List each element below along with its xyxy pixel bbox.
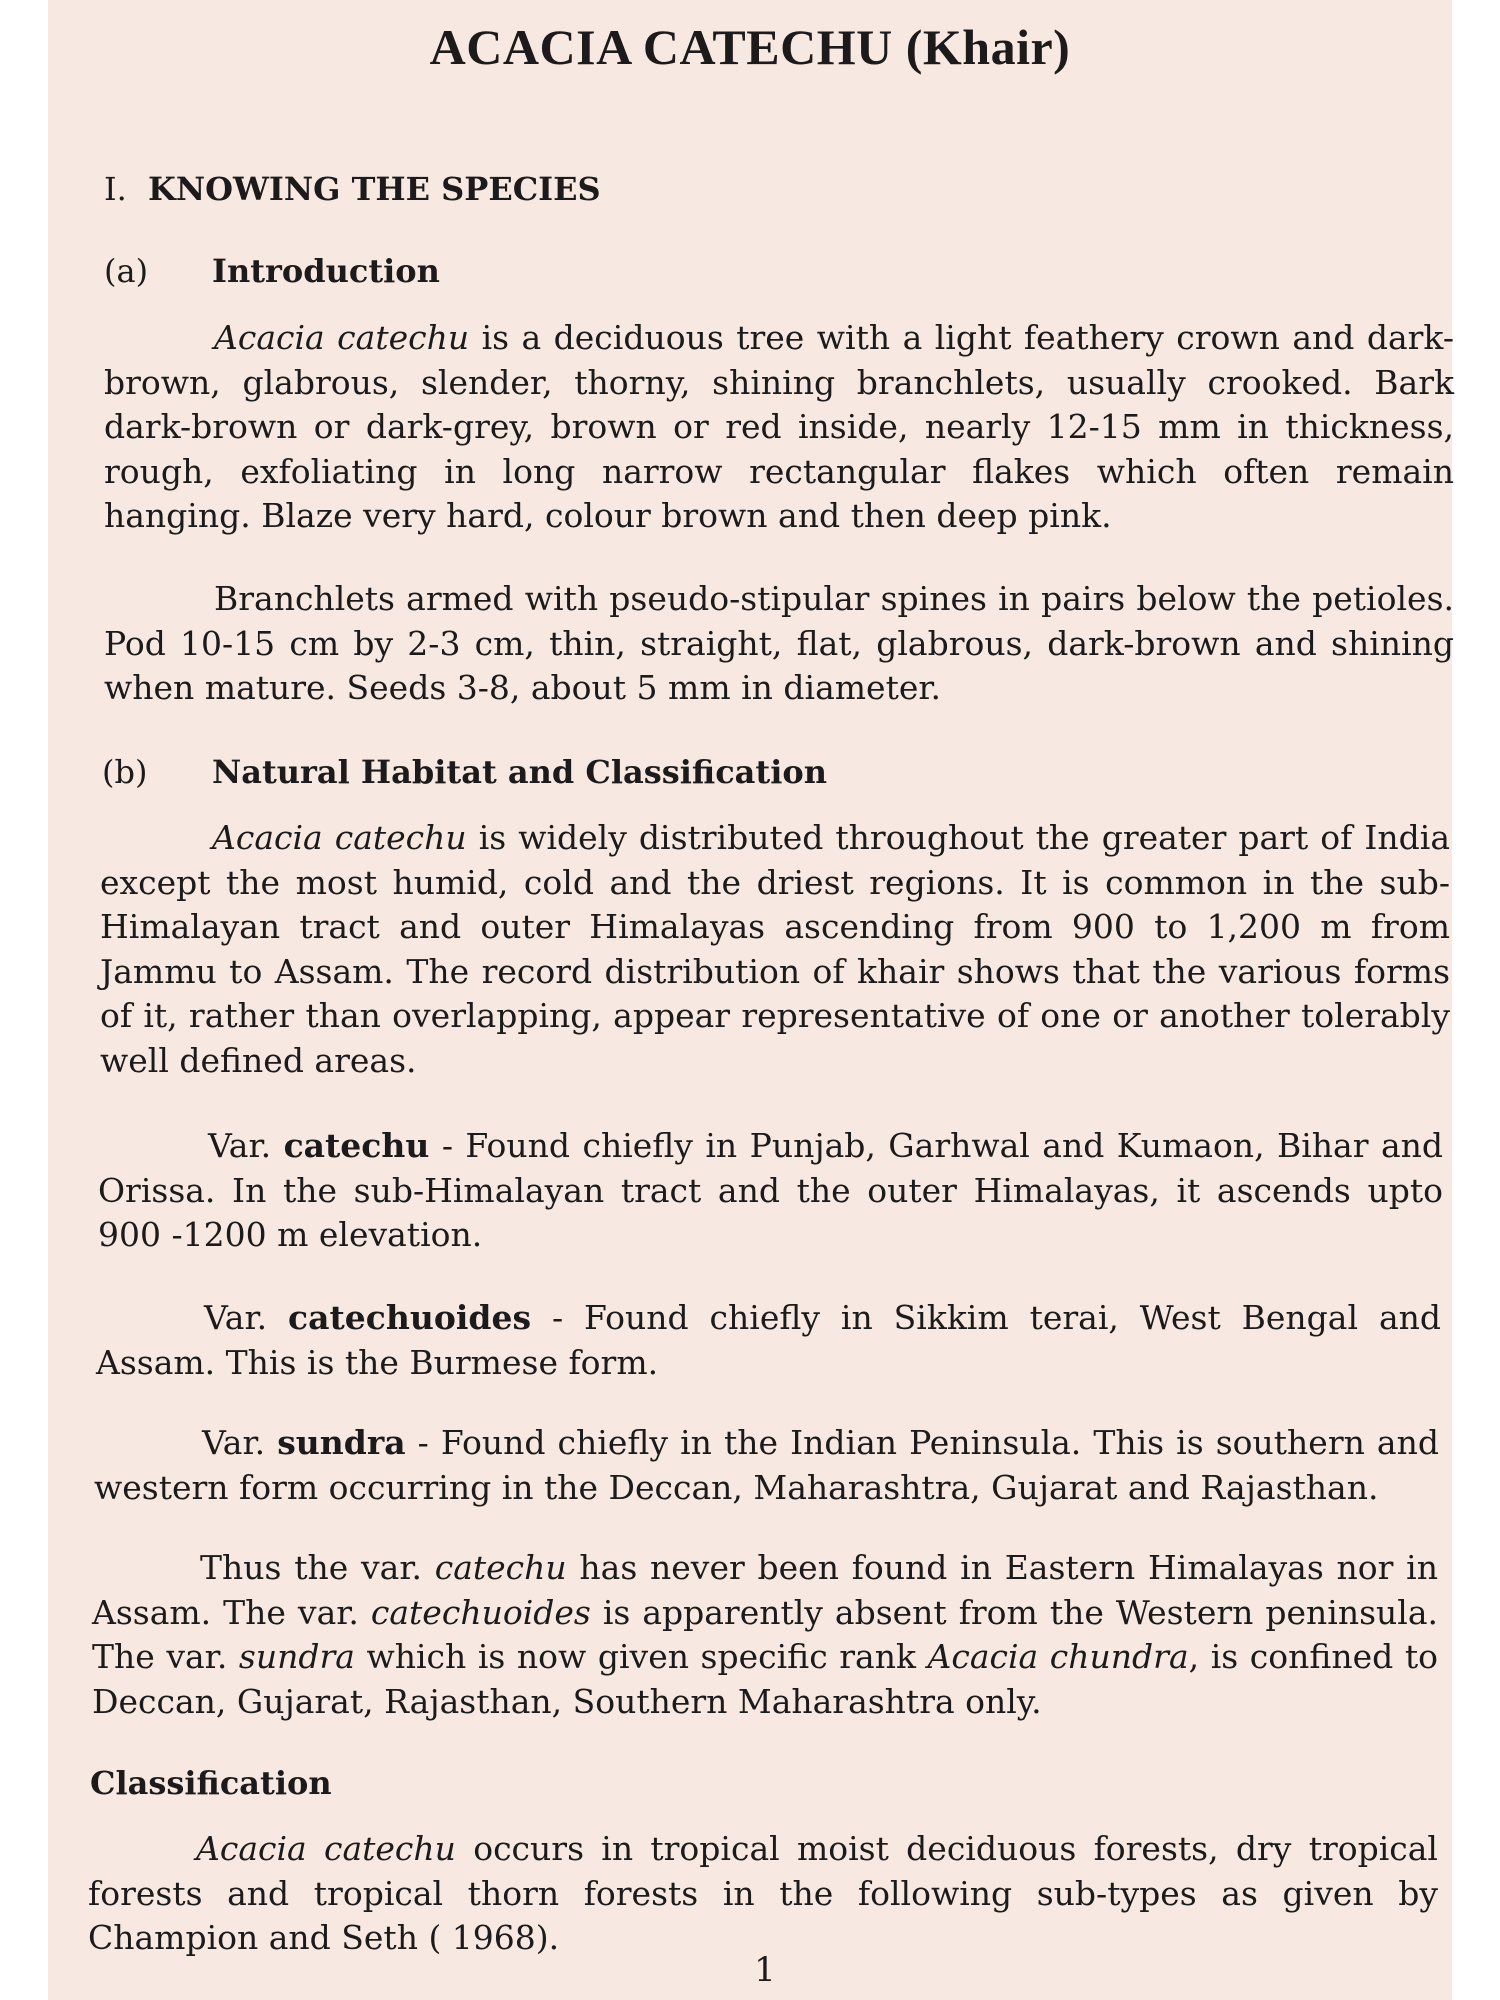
subheading-introduction bbox=[104, 252, 440, 290]
species-name: Acacia catechu bbox=[196, 1829, 456, 1868]
variety-name: catechuoides bbox=[288, 1298, 532, 1337]
intro-paragraph-2: Branchlets armed with pseudo-stipular spines in pairs below the petioles. Pod 10-15 cm by 2-3 cm, thin, straight, flat, glabrous, dark-brown and shining when mature. Seeds 3-8, about 5 mm in diameter. bbox=[104, 579, 1454, 707]
subheading-label: (a) bbox=[104, 252, 149, 290]
var-sundra-paragraph: Var. sundra - Found chiefly in the Indian Peninsula. This is southern and western form occurring in the Deccan, Maharashtra, Gujarat and Rajasthan. bbox=[94, 1423, 1439, 1507]
section-number: I. bbox=[104, 170, 127, 208]
intro-paragraph-1: Acacia catechu is a deciduous tree with a light feathery crown and dark-brown, glabrous, slender, thorny, shining branchlets, usually crooked. Bark dark-brown or dark-grey, brown or red inside, nearly 12-15 mm in thickness, rough, exfoliating in long narrow rectangular flakes which often remain hanging. Blaze very hard, colour brown and then deep pink. bbox=[104, 318, 1454, 535]
varieties-summary-paragraph: Thus the var. catechu has never been found in Eastern Himalayas nor in Assam. The var. catechuoides is apparently absent from the Western peninsula. The var. sundra which is now given specific rank Acacia chundra, is confined to Deccan, Gujarat, Rajasthan, Southern Maharashtra only. bbox=[92, 1548, 1438, 1721]
section-heading bbox=[104, 170, 601, 208]
classification-paragraph: Acacia catechu occurs in tropical moist deciduous forests, dry tropical forests and tropical thorn forests in the following sub-types as given by Champion and Seth ( 1968). bbox=[88, 1829, 1438, 1957]
variety-name: catechu bbox=[283, 1126, 430, 1165]
species-name: Acacia catechu bbox=[214, 318, 470, 357]
page-title: ACACIA CATECHU (Khair) bbox=[429, 19, 1071, 75]
subheading-habitat bbox=[102, 753, 827, 791]
species-name: Acacia catechu bbox=[212, 818, 467, 857]
var-catechuoides-paragraph: Var. catechuoides - Found chiefly in Sikkim terai, West Bengal and Assam. This is the Burmese form. bbox=[96, 1298, 1442, 1382]
section-title: KNOWING THE SPECIES bbox=[148, 170, 601, 208]
document-page bbox=[48, 0, 1452, 2000]
subheading-title: Natural Habitat and Classification bbox=[212, 753, 827, 791]
page-number: 1 bbox=[754, 1950, 776, 1990]
var-catechu-paragraph: Var. catechu - Found chiefly in Punjab, Garhwal and Kumaon, Bihar and Orissa. In the sub-Himalayan tract and the outer Himalayas, it ascends upto 900 -1200 m elevation. bbox=[98, 1126, 1444, 1254]
habitat-paragraph: Acacia catechu is widely distributed throughout the greater part of India except the most humid, cold and the driest regions. It is common in the sub-Himalayan tract and outer Himalayas ascending from 900 to 1,200 m from Jammu to Assam. The record distribution of khair shows that the various forms of it, rather than overlapping, appear representative of one or another tolerably well defined areas. bbox=[100, 818, 1450, 1080]
subheading-label: (b) bbox=[102, 753, 148, 791]
variety-name: sundra bbox=[277, 1423, 406, 1462]
subheading-title: Introduction bbox=[212, 252, 440, 290]
classification-heading: Classification bbox=[90, 1764, 332, 1802]
